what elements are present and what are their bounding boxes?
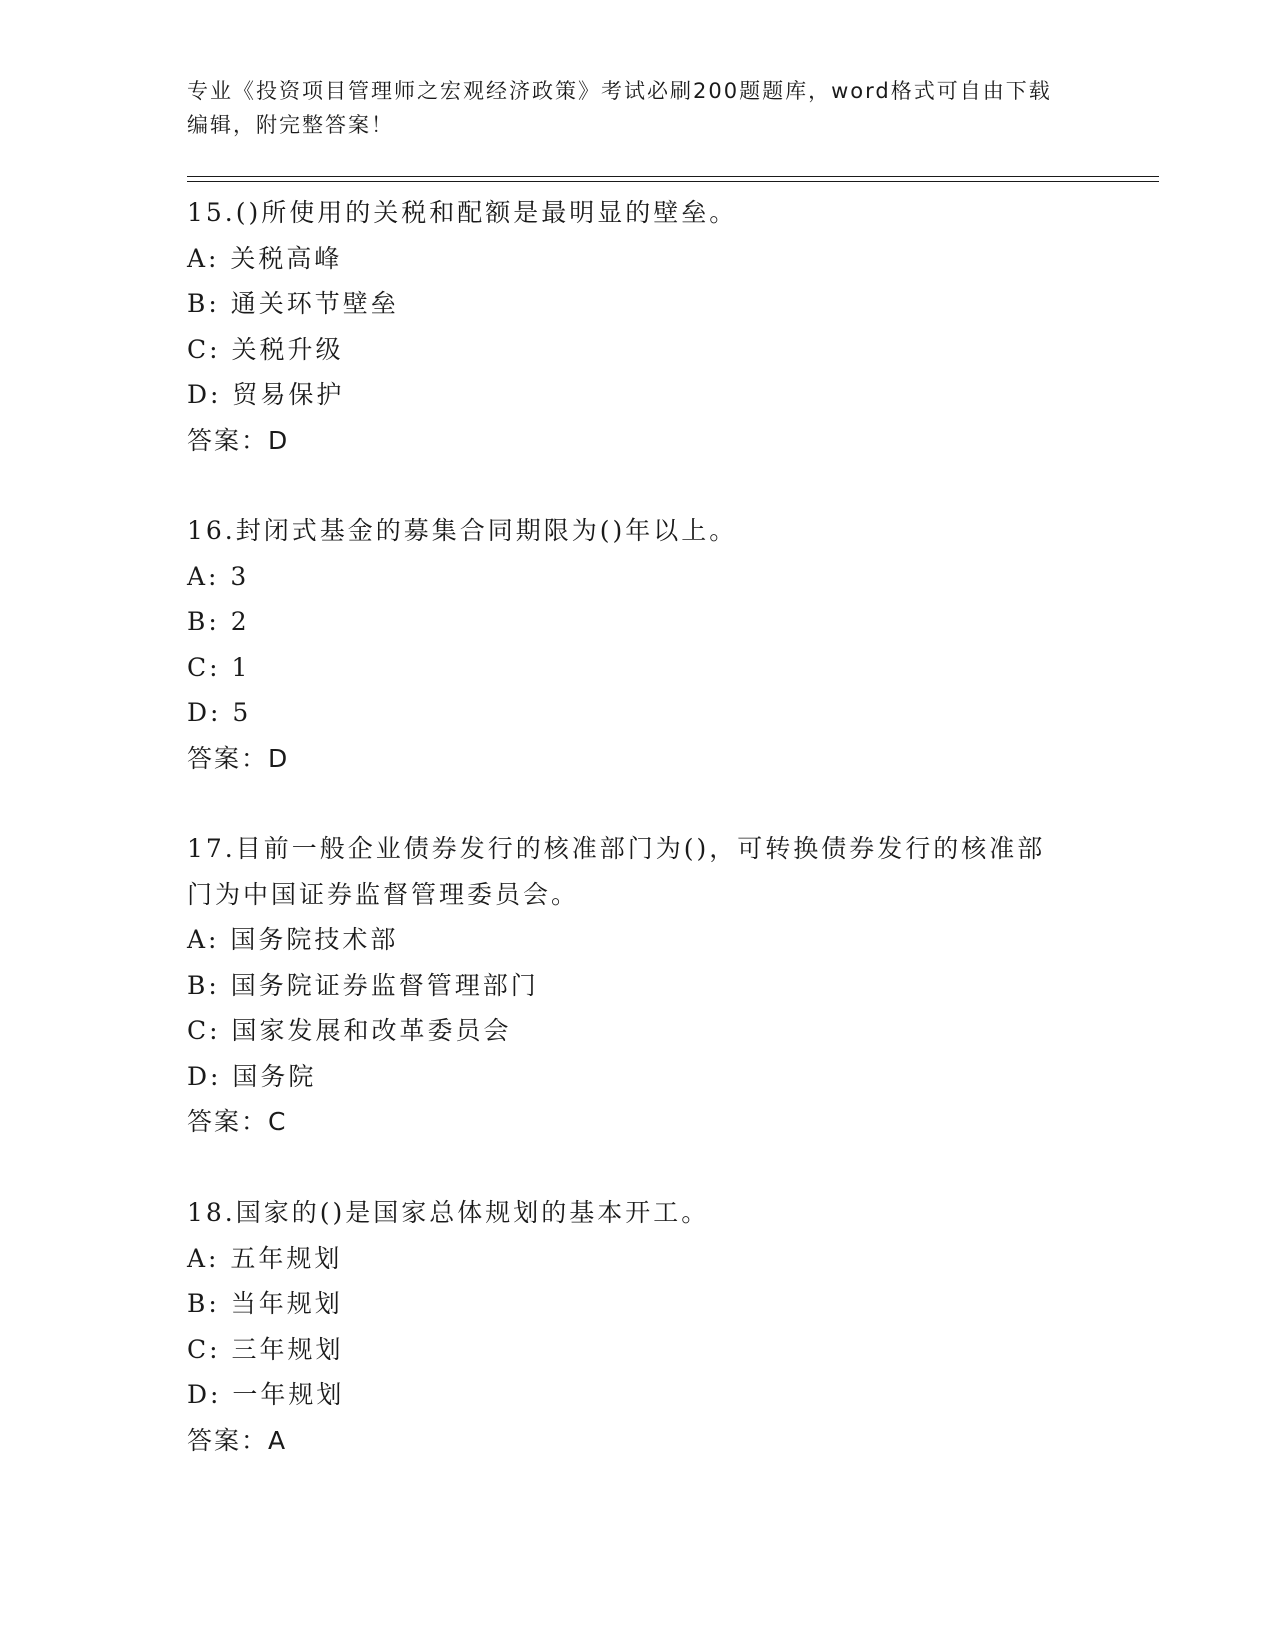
option-b: B: 当年规划 bbox=[187, 1289, 343, 1318]
question-stem-line-2: 门为中国证券监督管理委员会。 bbox=[187, 879, 580, 909]
question-18 bbox=[187, 1190, 1087, 1463]
option-a: A: 3 bbox=[187, 561, 250, 591]
option-a: A: 关税高峰 bbox=[187, 243, 343, 273]
question-stem-line-1: 17.目前一般企业债券发行的核准部门为()，可转换债券发行的核准部 bbox=[187, 834, 1046, 863]
option-b: B: 2 bbox=[187, 607, 250, 636]
option-c: C: 关税升级 bbox=[187, 334, 344, 364]
question-16 bbox=[187, 508, 1087, 781]
question-stem: 16.封闭式基金的募集合同期限为()年以上。 bbox=[187, 516, 738, 545]
option-d: D: 国务院 bbox=[187, 1061, 317, 1091]
option-c: C: 国家发展和改革委员会 bbox=[187, 1016, 512, 1045]
question-17 bbox=[187, 826, 1087, 1145]
option-c: C: 三年规划 bbox=[187, 1334, 344, 1364]
document-header: 专业《投资项目管理师之宏观经济政策》考试必刷200题题库，word格式可自由下载编辑，附完整答案！ bbox=[187, 79, 1052, 137]
header-divider-bottom bbox=[187, 181, 1159, 182]
option-b: B: 国务院证券监督管理部门 bbox=[187, 970, 539, 1000]
question-15 bbox=[187, 190, 1087, 463]
option-c: C: 1 bbox=[187, 652, 251, 682]
header-divider-top bbox=[187, 176, 1159, 177]
option-d: D: 5 bbox=[187, 698, 252, 727]
option-b: B: 通关环节壁垒 bbox=[187, 289, 399, 318]
option-d: D: 贸易保护 bbox=[187, 380, 345, 409]
question-stem: 15.()所使用的关税和配额是最明显的壁垒。 bbox=[187, 198, 738, 227]
answer-line: 答案：A bbox=[187, 1425, 288, 1455]
option-d: D: 一年规划 bbox=[187, 1380, 345, 1409]
answer-line: 答案：C bbox=[187, 1107, 288, 1136]
option-a: A: 国务院技术部 bbox=[187, 925, 399, 954]
option-a: A: 五年规划 bbox=[187, 1243, 343, 1273]
question-stem: 18.国家的()是国家总体规划的基本开工。 bbox=[187, 1198, 710, 1227]
answer-line: 答案：D bbox=[187, 743, 290, 773]
answer-line: 答案：D bbox=[187, 425, 290, 455]
